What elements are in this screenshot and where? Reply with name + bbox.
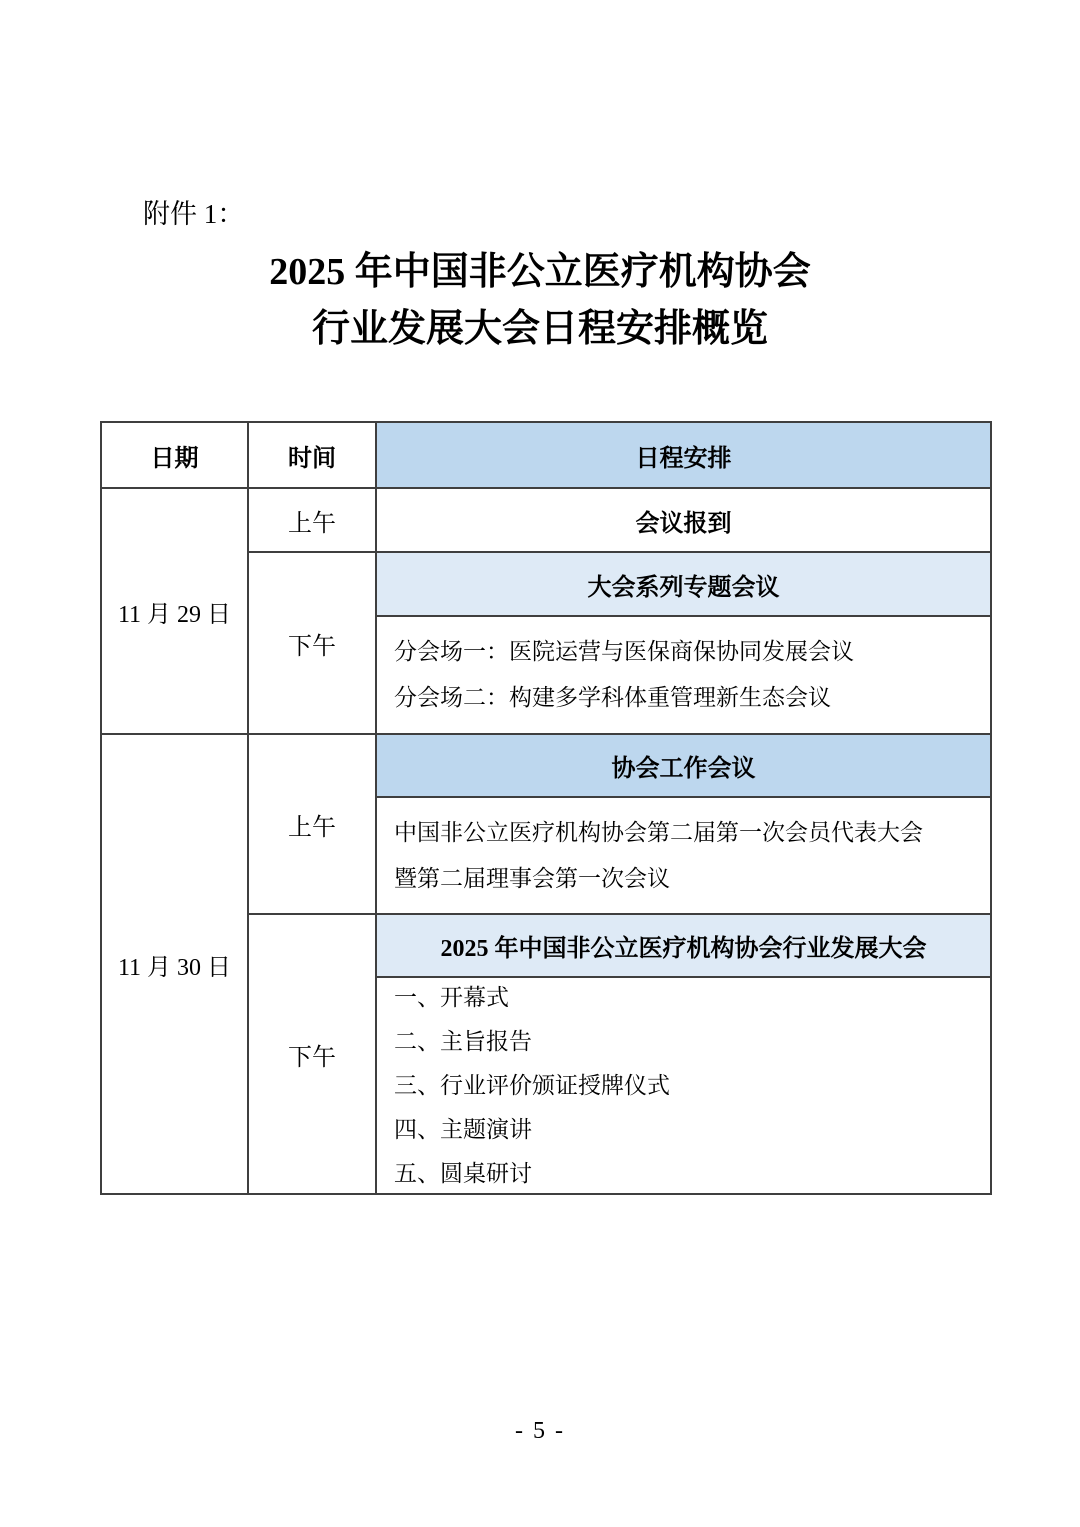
agenda-item: 五、圆桌研讨 <box>394 1160 532 1186</box>
agenda-banner-association-meeting: 协会工作会议 <box>375 733 990 796</box>
agenda-banner-industry-conference: 2025 年中国非公立医疗机构协会行业发展大会 <box>375 913 990 976</box>
column-header-agenda: 日程安排 <box>375 423 990 487</box>
agenda-banner-special-sessions: 大会系列专题会议 <box>375 551 990 615</box>
agenda-registration: 会议报到 <box>375 487 990 551</box>
document-title-line1: 2025 年中国非公立医疗机构协会 <box>269 251 811 293</box>
agenda-detail-association-meeting <box>375 796 990 913</box>
document-title-line2: 行业发展大会日程安排概览 <box>311 308 768 350</box>
date-cell-nov30: 11 月 30 日 <box>102 733 247 1193</box>
agenda-item: 四、主题演讲 <box>394 1116 532 1142</box>
agenda-detail-industry-conference <box>375 976 990 1193</box>
agenda-item: 二、主旨报告 <box>394 1028 532 1054</box>
time-cell-nov30-afternoon: 下午 <box>247 913 375 1193</box>
agenda-item: 三、行业评价颁证授牌仪式 <box>394 1072 670 1098</box>
page-number: - 5 - <box>515 1418 565 1444</box>
document-title <box>0 244 1080 358</box>
time-cell-nov29-morning: 上午 <box>247 487 375 551</box>
time-cell-nov30-morning: 上午 <box>247 733 375 913</box>
agenda-item: 分会场一：医院运营与医保商保协同发展会议 <box>394 639 854 664</box>
agenda-detail-special-sessions <box>375 615 990 733</box>
agenda-item: 暨第二届理事会第一次会议 <box>394 865 670 891</box>
column-header-time: 时间 <box>247 423 375 487</box>
column-header-date: 日期 <box>102 423 247 487</box>
date-cell-nov29: 11 月 29 日 <box>102 487 247 733</box>
agenda-item: 中国非公立医疗机构协会第二届第一次会员代表大会 <box>394 819 923 845</box>
time-cell-nov29-afternoon: 下午 <box>247 551 375 733</box>
agenda-item: 分会场二：构建多学科体重管理新生态会议 <box>394 685 831 710</box>
schedule-table <box>100 421 992 1195</box>
attachment-label: 附件 1： <box>143 199 245 229</box>
agenda-item: 一、开幕式 <box>394 984 509 1010</box>
